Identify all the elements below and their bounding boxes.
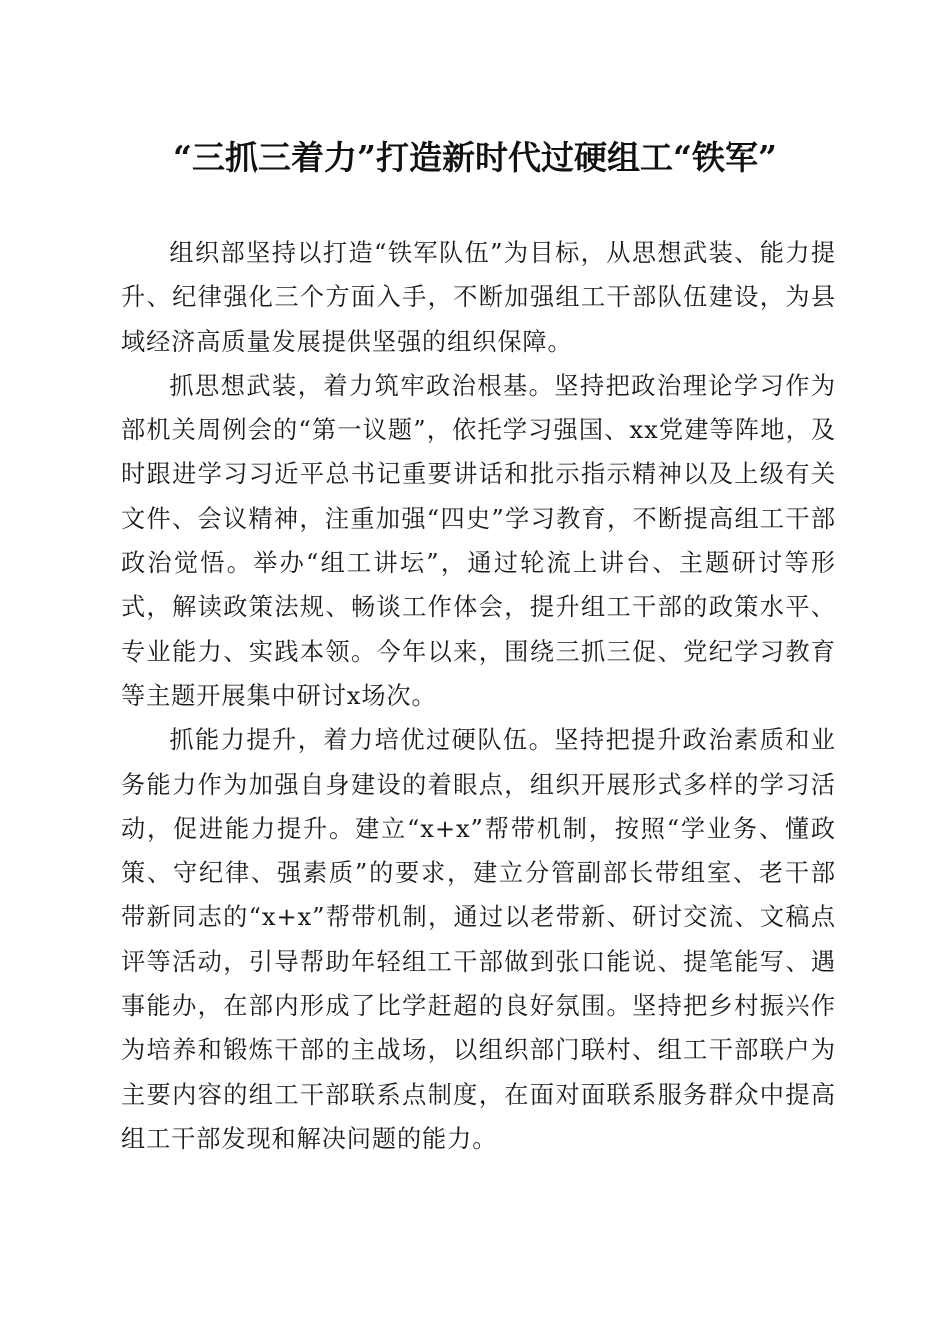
document-title: “三抓三着力”打造新时代过硬组工“铁军” bbox=[173, 138, 777, 177]
paragraph-intro: 组织部坚持以打造“铁军队伍”为目标，从思想武装、能力提升、纪律强化三个方面入手，不断加强组工干部队伍建设，为县域经济高质量发展提供坚强的组织保障。 bbox=[121, 239, 836, 356]
document-body bbox=[121, 231, 836, 1161]
paragraph-ideology: 抓思想武装，着力筑牢政治根基。坚持把政治理论学习作为部机关周例会的“第一议题”，依托学习强国、xx党建等阵地，及时跟进学习习近平总书记重要讲话和批示指示精神以及上级有关文件、会议精神，注重加强“四史”学习教育，不断提高组工干部政治觉悟。举办“组工讲坛”，通过轮流上讲台、主题研讨等形式，解读政策法规、畅谈工作体会，提升组工干部的政策水平、专业能力、实践本领。今年以来，围绕三抓三促、党纪学习教育等主题开展集中研讨x场次。 bbox=[121, 371, 836, 710]
paragraph-capability: 抓能力提升，着力培优过硬队伍。坚持把提升政治素质和业务能力作为加强自身建设的着眼点，组织开展形式多样的学习活动，促进能力提升。建立“x+x”帮带机制，按照“学业务、懂政策、守纪律、强素质”的要求，建立分管副部长带组室、老干部带新同志的“x+x”帮带机制，通过以老带新、研讨交流、文稿点评等活动，引导帮助年轻组工干部做到张口能说、提笔能写、遇事能办，在部内形成了比学赶超的良好氛围。坚持把乡村振兴作为培养和锻炼干部的主战场，以组织部门联村、组工干部联户为主要内容的组工干部联系点制度，在面对面联系服务群众中提高组工干部发现和解决问题的能力。 bbox=[121, 726, 836, 1153]
